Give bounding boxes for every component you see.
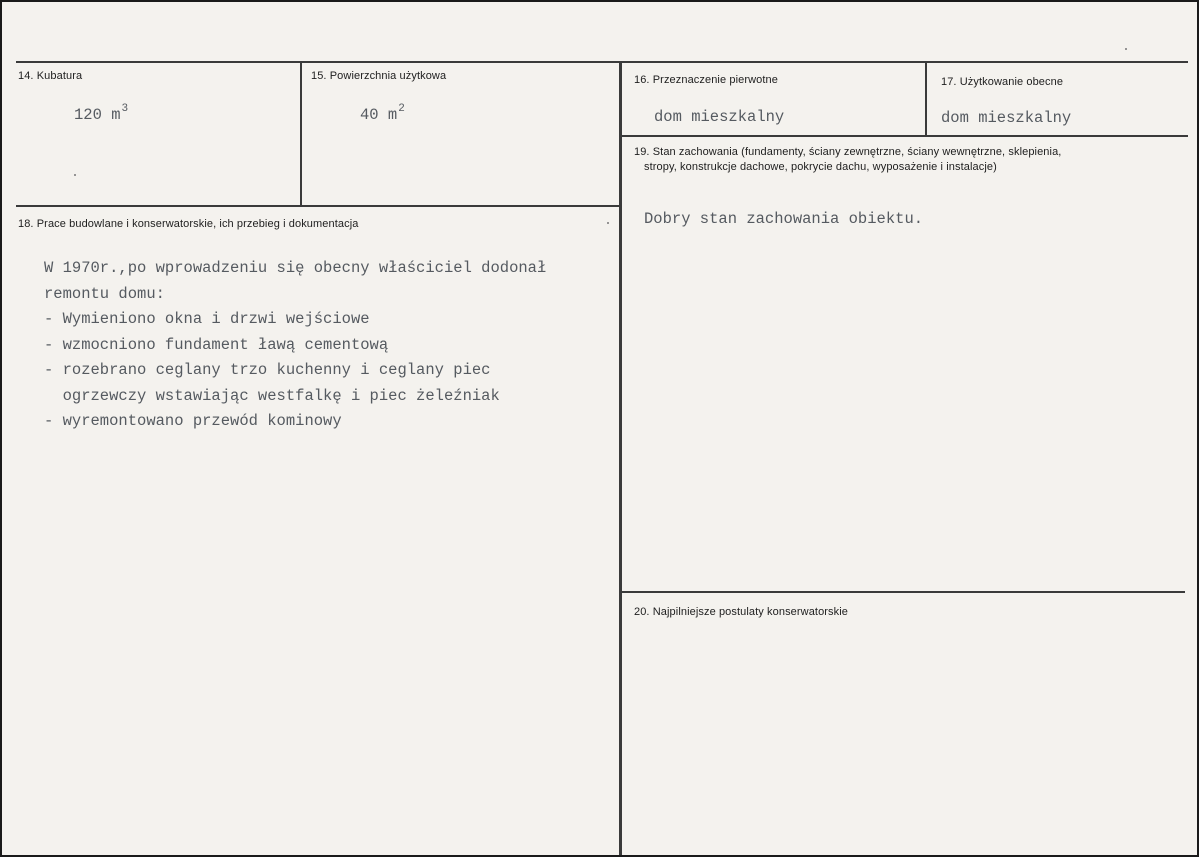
paper-speck — [74, 174, 76, 176]
field-14-number: 120 m — [74, 106, 121, 124]
field-17-label: 17. Użytkowanie obecne — [941, 76, 1064, 88]
field-15-exponent: 2 — [398, 103, 405, 115]
divider-14-15 — [300, 62, 302, 207]
field-15-value — [360, 103, 405, 129]
field-16-value: dom mieszkalny — [654, 108, 785, 126]
field-18-line: - wzmocniono fundament ławą cementową — [44, 336, 389, 354]
paper-speck — [607, 222, 609, 224]
rule-above-20 — [622, 591, 1185, 593]
field-18-line: - rozebrano ceglany trzo kuchenny i ceglany piec — [44, 361, 491, 379]
field-18-line: - Wymieniono okna i drzwi wejściowe — [44, 310, 370, 328]
field-14-exponent: 3 — [121, 103, 129, 115]
field-19-label-line-1: 19. Stan zachowania (fundamenty, ściany zewnętrzne, ściany wewnętrzne, sklepienia, — [634, 146, 1062, 158]
divider-16-17 — [925, 62, 927, 137]
field-18-line: ogrzewczy wstawiając westfalkę i piec żeleźniak — [44, 387, 500, 405]
record-card — [2, 2, 1197, 855]
field-14-value — [74, 103, 128, 129]
rule-under-14-15 — [16, 205, 622, 207]
top-rule — [16, 61, 1188, 63]
field-18-line: W 1970r.,po wprowadzeniu się obecny właściciel dodonał — [44, 259, 547, 277]
field-15-number: 40 m — [360, 106, 398, 124]
field-18-line: - wyremontowano przewód kominowy — [44, 412, 342, 430]
paper-speck — [1125, 48, 1127, 50]
rule-under-16-17 — [622, 135, 1188, 137]
field-17-value: dom mieszkalny — [941, 109, 1072, 127]
field-20-label: 20. Najpilniejsze postulaty konserwatorskie — [634, 606, 849, 618]
field-19-label-line-2: stropy, konstrukcje dachowe, pokrycie dachu, wyposażenie i instalacje) — [644, 161, 997, 173]
field-19-value: Dobry stan zachowania obiektu. — [644, 210, 924, 228]
field-16-label: 16. Przeznaczenie pierwotne — [634, 74, 778, 86]
field-18-line: remontu domu: — [44, 285, 165, 303]
field-14-label: 14. Kubatura — [18, 70, 83, 82]
divider-main — [619, 62, 622, 855]
field-15-label: 15. Powierzchnia użytkowa — [311, 70, 447, 82]
field-18-label: 18. Prace budowlane i konserwatorskie, ich przebieg i dokumentacja — [18, 218, 359, 230]
